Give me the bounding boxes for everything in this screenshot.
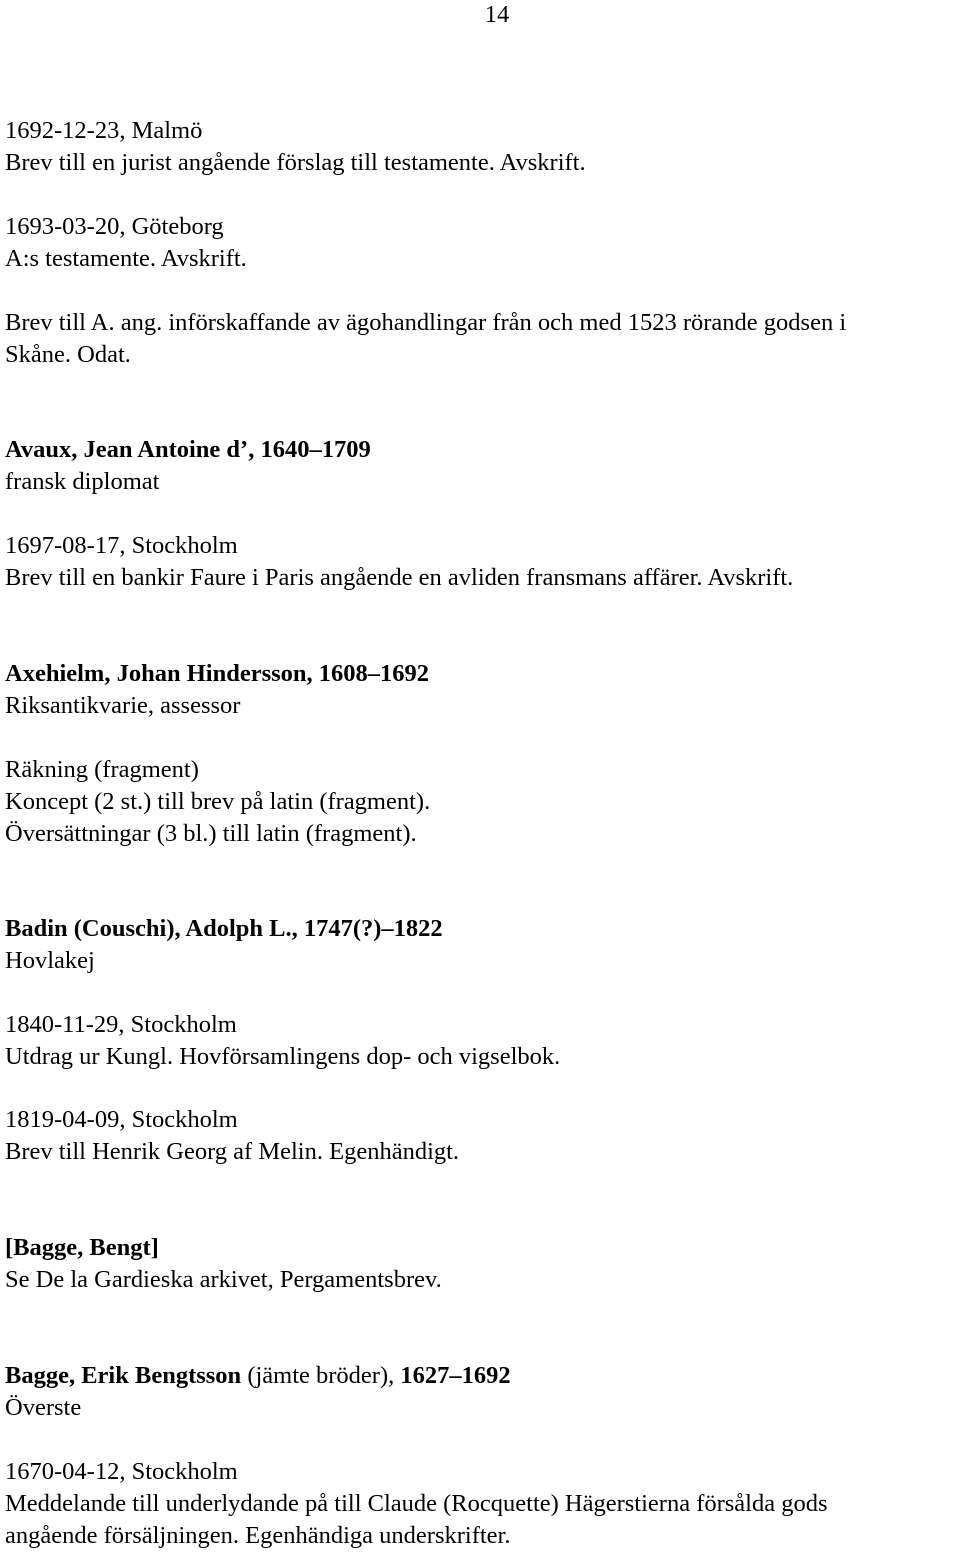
person-header [5,1360,955,1424]
entry-block [5,211,955,275]
cross-reference: Se De la Gardieska arkivet, Pergamentsbrev. [5,1266,442,1293]
entry-date-place: 1692-12-23, Malmö [5,117,203,144]
person-title: Överste [5,1394,82,1421]
entry-date-place: 1670-04-12, Stockholm [5,1458,238,1485]
entry-description: Brev till A. ang. införskaffande av ägohandlingar från och med 1523 rörande godsen i [5,309,847,336]
entry-date-place: 1697-08-17, Stockholm [5,532,238,559]
entry-description: Brev till en bankir Faure i Paris angående en avliden fransmans affärer. Avskrift. [5,564,794,591]
person-lifespan: 1627–1692 [400,1362,511,1389]
entry-block [5,1104,955,1168]
person-title: fransk diplomat [5,468,160,495]
entry-date-place: 1840-11-29, Stockholm [5,1011,237,1038]
entry-block [5,1009,955,1073]
person-name-note: (jämte bröder), [241,1362,401,1389]
entry-description: A:s testamente. Avskrift. [5,245,247,272]
entry-description: Koncept (2 st.) till brev på latin (fragment). [5,788,431,815]
entry-date-place: 1693-03-20, Göteborg [5,213,224,240]
person-header [5,658,955,722]
person-header [5,913,955,977]
entry-description: Meddelande till underlydande på till Claude (Rocquette) Hägerstierna försålda gods [5,1490,828,1517]
person-name: Avaux, Jean Antoine d’, 1640–1709 [5,436,371,463]
person-header [5,434,955,498]
person-title: Riksantikvarie, assessor [5,692,241,719]
entry-description: Översättningar (3 bl.) till latin (fragment). [5,820,417,847]
entry-block [5,307,955,371]
entry-date-place: 1819-04-09, Stockholm [5,1106,238,1133]
person-name: [Bagge, Bengt] [5,1234,159,1261]
entry-description: Skåne. Odat. [5,341,131,368]
page-number: 14 [484,1,510,28]
person-name-line [5,1360,955,1392]
entry-description: Brev till en jurist angående förslag till testamente. Avskrift. [5,149,586,176]
entry-description: angående försäljningen. Egenhändiga underskrifter. [5,1522,511,1549]
entry-block [5,115,955,179]
entry-description: Utdrag ur Kungl. Hovförsamlingens dop- och vigselbok. [5,1043,561,1070]
entry-description: Räkning (fragment) [5,756,199,783]
entry-block [5,754,955,850]
person-name: Axehielm, Johan Hindersson, 1608–1692 [5,660,430,687]
person-title: Hovlakej [5,947,95,974]
entry-block [5,530,955,594]
person-name: Badin (Couschi), Adolph L., 1747(?)–1822 [5,915,443,942]
person-header [5,1232,955,1296]
entry-block [5,1456,955,1552]
entry-description: Brev till Henrik Georg af Melin. Egenhändigt. [5,1138,460,1165]
person-name: Bagge, Erik Bengtsson [5,1362,242,1389]
